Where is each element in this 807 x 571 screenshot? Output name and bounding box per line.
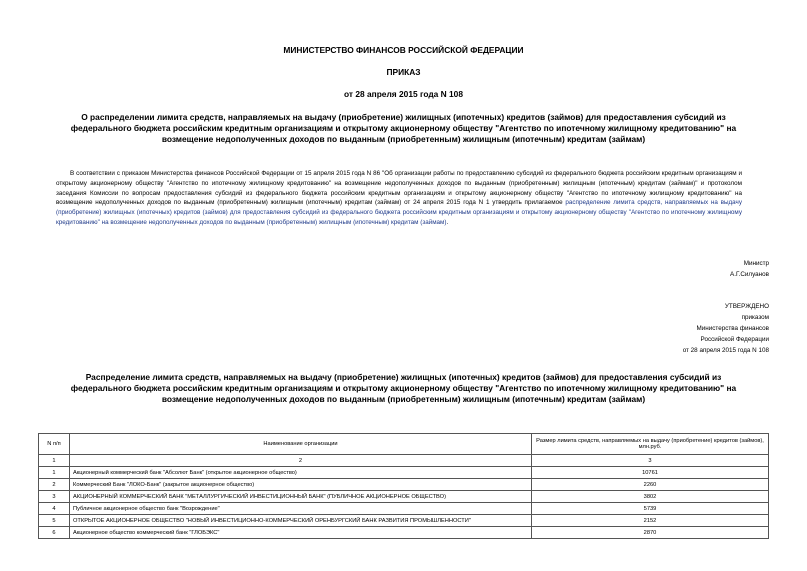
- signature-position: Министр: [743, 260, 769, 267]
- col-number-1: 1: [39, 455, 70, 467]
- approval-line-3: Министерства финансов: [696, 325, 769, 332]
- organization-name: Коммерческий Банк "ЛОКО-Банк" (закрытое акционерное общество): [70, 479, 532, 491]
- table-header-row: [39, 434, 769, 455]
- table-row: [39, 515, 769, 527]
- limit-amount: 2260: [532, 479, 769, 491]
- limit-amount: 2870: [532, 527, 769, 539]
- organization-name: Акционерное общество коммерческий банк "ГЛОБЭКС": [70, 527, 532, 539]
- body-tail: .: [446, 218, 449, 226]
- approval-line-2: приказом: [741, 314, 769, 321]
- limit-amount: 3802: [532, 491, 769, 503]
- limit-amount: 2152: [532, 515, 769, 527]
- approval-stamp: [549, 301, 769, 356]
- table-row: [39, 491, 769, 503]
- signature-block: [569, 258, 769, 280]
- header-amount: Размер лимита средств, направляемых на выдачу (приобретение) кредитов (займов), млн.руб.: [532, 434, 769, 455]
- row-number: 4: [39, 503, 70, 515]
- organization-name: Акционерный коммерческий банк "Абсолют Банк" (открытое акционерное общество): [70, 467, 532, 479]
- document-type: ПРИКАЗ: [386, 67, 421, 77]
- row-number: 5: [39, 515, 70, 527]
- distribution-link[interactable]: распределение лимита средств, направляемых на выдачу (приобретение) жилищных (ипотечных) кредитов (займов) для предоставления субсидий из федерального бюджета российским кредитным организациям и открытому акционерному обществу "Агентство по ипотечному жилищному кредитованию" на возмещение недополученных доходов по выданным (приобретенным) жилищным (ипотечным) кредитам (займам): [56, 199, 742, 226]
- organization-name: АКЦИОНЕРНЫЙ КОММЕРЧЕСКИЙ БАНК "МЕТАЛЛУРГИЧЕСКИЙ ИНВЕСТИЦИОННЫЙ БАНК" (ПУБЛИЧНОЕ АКЦИОНЕРНОЕ ОБЩЕСТВО): [70, 491, 532, 503]
- header-organization: Наименование организации: [70, 434, 532, 455]
- col-number-3: 3: [532, 455, 769, 467]
- row-number: 1: [39, 467, 70, 479]
- header-number: N п/п: [39, 434, 70, 455]
- signature-name: А.Г.Силуанов: [730, 271, 769, 278]
- document-subject: О распределении лимита средств, направляемых на выдачу (приобретение) жилищных (ипотечных) кредитов (займов) для предоставления субсидий из федерального бюджета российским кредитным организациям и открытому акционерному обществу "Агентство по ипотечному жилищному кредитованию" на возмещение недополученных доходов по выданным (приобретенным) жилищным (ипотечным) кредитам (займам): [70, 112, 737, 144]
- table-row: [39, 503, 769, 515]
- row-number: 6: [39, 527, 70, 539]
- table-row: [39, 527, 769, 539]
- column-number-row: [39, 455, 769, 467]
- allocation-table: [38, 433, 769, 539]
- approval-line-4: Российской Федерации: [700, 336, 769, 343]
- row-number: 2: [39, 479, 70, 491]
- body-paragraph: [56, 169, 742, 228]
- organization-name: Публичное акционерное общество банк "Возрождение": [70, 503, 532, 515]
- table-row: [39, 467, 769, 479]
- limit-amount: 10761: [532, 467, 769, 479]
- ministry-heading: МИНИСТЕРСТВО ФИНАНСОВ РОССИЙСКОЙ ФЕДЕРАЦИИ: [283, 45, 524, 55]
- col-number-2: 2: [70, 455, 532, 467]
- limit-amount: 5739: [532, 503, 769, 515]
- organization-name: ОТКРЫТОЕ АКЦИОНЕРНОЕ ОБЩЕСТВО "НОВЫЙ ИНВЕСТИЦИОННО-КОММЕРЧЕСКИЙ ОРЕНБУРГСКИЙ БАНК РАЗВИТИЯ ПРОМЫШЛЕННОСТИ": [70, 515, 532, 527]
- approval-line-5: от 28 апреля 2015 года N 108: [682, 347, 769, 354]
- table-row: [39, 479, 769, 491]
- approval-line-1: УТВЕРЖДЕНО: [724, 303, 769, 310]
- document-date: от 28 апреля 2015 года N 108: [344, 89, 463, 99]
- body-text: В соответствии с приказом Министерства финансов Российской Федерации от 15 апреля 2015 года N 86 "Об организации работы по предоставлению субсидий из федерального бюджета российским кредитным организациям и открытому акционерному обществу "Агентство по ипотечному жилищному кредитованию" на возмещение недополученных доходов по выданным (приобретенным) жилищным (ипотечным) кредитам (займам)" и протоколом заседания Комиссии по вопросам предоставления субсидий из федерального бюджета российским кредитным организациям и открытому акционерному обществу "Агентство по ипотечному жилищному кредитованию" на возмещение недополученных доходов по выданным (приобретенным) жилищным (ипотечным) кредитам (займам) от 24 апреля 2015 года N 1 утвердить прилагаемое: [56, 170, 742, 207]
- row-number: 3: [39, 491, 70, 503]
- table-title: Распределение лимита средств, направляемых на выдачу (приобретение) жилищных (ипотечных) кредитов (займов) для предоставления субсидий из федерального бюджета российским кредитным организациям и открытому акционерному обществу "Агентство по ипотечному жилищному кредитованию" на возмещение недополученных доходов по выданным (приобретенным) жилищным (ипотечным) кредитам (займам): [70, 372, 737, 404]
